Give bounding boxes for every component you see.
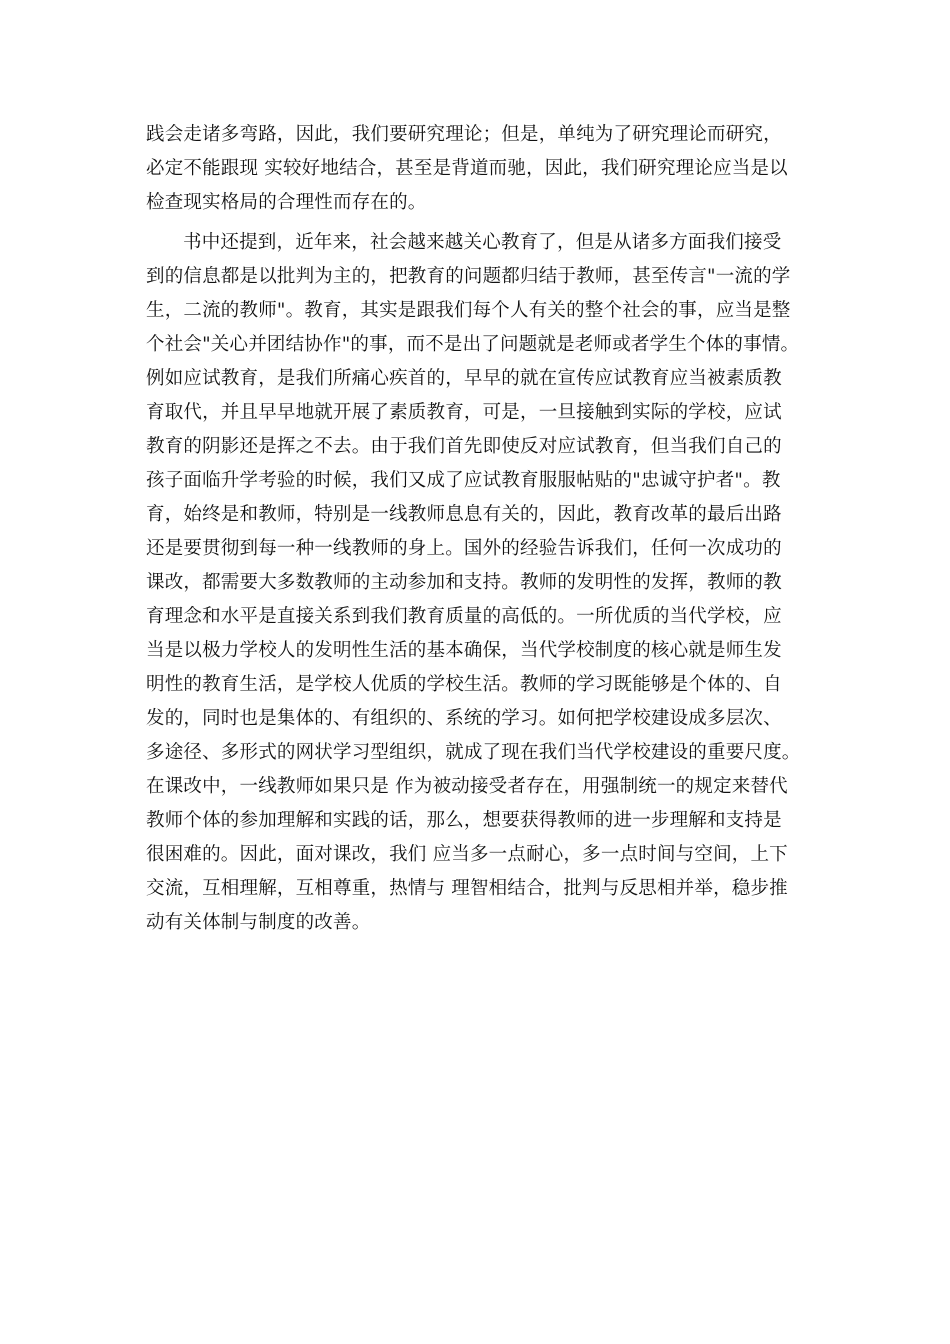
text-line: 教师个体的参加理解和实践的话，那么，想要获得教师的进一步理解和支持是 — [146, 810, 782, 831]
text-line: 育理念和水平是直接关系到我们教育质量的高低的。一所优质的当代学校，应 — [146, 606, 782, 627]
text-line: 当是以极力学校人的发明性生活的基本确保，当代学校制度的核心就是师生发 — [146, 640, 782, 661]
document-body — [146, 118, 816, 940]
text-line: 例如应试教育，是我们所痛心疾首的，早早的就在宣传应试教育应当被素质教 — [146, 368, 782, 389]
text-line: 践会走诸多弯路，因此，我们要研究理论；但是，单纯为了研究理论而研究， — [146, 124, 782, 145]
text-line: 育，始终是和教师，特别是一线教师息息有关的，因此，教育改革的最后出路 — [146, 504, 782, 525]
text-line: 明性的教育生活，是学校人优质的学校生活。教师的学习既能够是个体的、自 — [146, 674, 782, 695]
text-line: 多途径、多形式的网状学习型组织，就成了现在我们当代学校建设的重要尺度。 — [146, 742, 801, 763]
text-line: 课改，都需要大多数教师的主动参加和支持。教师的发明性的发挥，教师的教 — [146, 572, 782, 593]
paragraph-2 — [146, 226, 816, 940]
text-line: 育取代，并且早早地就开展了素质教育，可是，一旦接触到实际的学校，应试 — [146, 402, 782, 423]
text-line: 检查现实格局的合理性而存在的。 — [146, 192, 427, 213]
text-line: 发的，同时也是集体的、有组织的、系统的学习。如何把学校建设成多层次、 — [146, 708, 782, 729]
text-line: 孩子面临升学考验的时候，我们又成了应试教育服服帖贴的"忠诚守护者"。教 — [146, 470, 781, 491]
text-line: 很困难的。因此，面对课改，我们 应当多一点耐心，多一点时间与空间，上下 — [146, 844, 788, 865]
text-line: 在课改中，一线教师如果只是 作为被动接受者存在，用强制统一的规定来替代 — [146, 776, 788, 797]
text-line: 生，二流的教师"。教育，其实是跟我们每个人有关的整个社会的事，应当是整 — [146, 300, 791, 321]
text-line: 书中还提到，近年来，社会越来越关心教育了，但是从诸多方面我们接受 — [183, 232, 782, 253]
text-line: 动有关体制与制度的改善。 — [146, 912, 371, 933]
text-line: 必定不能跟现 实较好地结合，甚至是背道而驰，因此，我们研究理论应当是以 — [146, 158, 788, 179]
text-line: 教育的阴影还是挥之不去。由于我们首先即使反对应试教育，但当我们自己的 — [146, 436, 782, 457]
text-line: 个社会"关心并团结协作"的事，而不是出了问题就是老师或者学生个体的事情。 — [146, 334, 800, 355]
paragraph-1 — [146, 118, 816, 220]
text-line: 还是要贯彻到每一种一线教师的身上。国外的经验告诉我们，任何一次成功的 — [146, 538, 782, 559]
text-line: 交流，互相理解，互相尊重，热情与 理智相结合，批判与反思相并举，稳步推 — [146, 878, 788, 899]
text-line: 到的信息都是以批判为主的，把教育的问题都归结于教师，甚至传言"一流的学 — [146, 266, 791, 287]
